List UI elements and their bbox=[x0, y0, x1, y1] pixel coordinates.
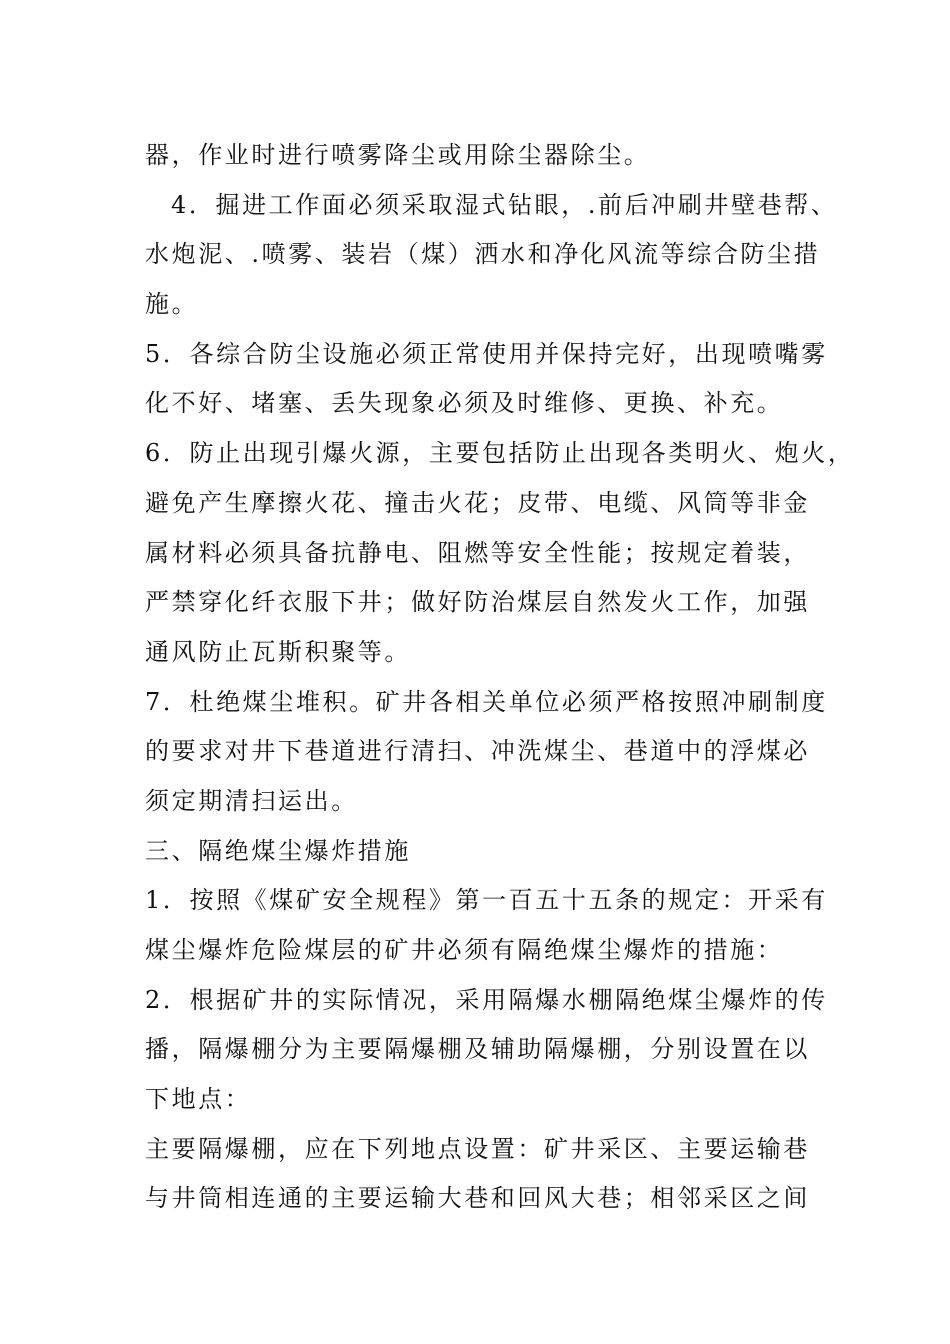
text-line: 与井筒相连通的主要运输大巷和回风大巷；相邻采区之间 bbox=[145, 1184, 810, 1213]
text-line: 器，作业时进行喷雾降尘或用除尘器除尘。 bbox=[145, 141, 651, 169]
text-line: 播，隔爆棚分为主要隔爆棚及辅助隔爆棚，分别设置在以 bbox=[145, 1035, 810, 1064]
text-line: 主要隔爆棚，应在下列地点设置：矿井采区、主要运输巷 bbox=[145, 1134, 810, 1163]
text-line: 水炮泥、.喷雾、装岩（煤）洒水和净化风流等综合防尘措 bbox=[145, 240, 821, 269]
text-line: 属材料必须具备抗静电、阻燃等安全性能；按规定着装， bbox=[145, 538, 810, 567]
text-line: 2．根据矿井的实际情况，采用隔爆水棚隔绝煤尘爆炸的传 bbox=[145, 985, 828, 1014]
text-line: 5．各综合防尘设施必须正常使用并保持完好，出现喷嘴雾 bbox=[145, 339, 828, 368]
text-line: 须定期清扫运出。 bbox=[145, 786, 358, 815]
document-body bbox=[145, 131, 855, 1224]
text-line: 严禁穿化纤衣服下井；做好防治煤层自然发火工作，加强 bbox=[145, 588, 810, 617]
text-line: 7．杜绝煤尘堆积。矿井各相关单位必须严格按照冲刷制度 bbox=[145, 687, 828, 716]
text-line: 1．按照《煤矿安全规程》第一百五十五条的规定：开采有 bbox=[145, 886, 828, 915]
text-line: 煤尘爆炸危险煤层的矿井必须有隔绝煤尘爆炸的措施： bbox=[145, 936, 784, 964]
text-line: 通风防止瓦斯积聚等。 bbox=[145, 637, 411, 666]
text-line: 下地点： bbox=[145, 1085, 252, 1114]
text-line: 4．掘进工作面必须采取湿式钻眼，.前后冲刷井壁巷帮、 bbox=[171, 190, 838, 219]
text-line: 施。 bbox=[145, 290, 199, 319]
text-line: 的要求对井下巷道进行清扫、冲洗煤尘、巷道中的浮煤必 bbox=[145, 737, 810, 766]
text-line: 避免产生摩擦火花、撞击火花；皮带、电缆、风筒等非金 bbox=[145, 488, 810, 517]
text-line: 化不好、堵塞、丢失现象必须及时维修、更换、补充。 bbox=[145, 389, 784, 418]
text-line: 6．防止出现引爆火源，主要包括防止出现各类明火、炮火， bbox=[145, 439, 855, 468]
section-heading: 三、隔绝煤尘爆炸措施 bbox=[145, 836, 411, 865]
